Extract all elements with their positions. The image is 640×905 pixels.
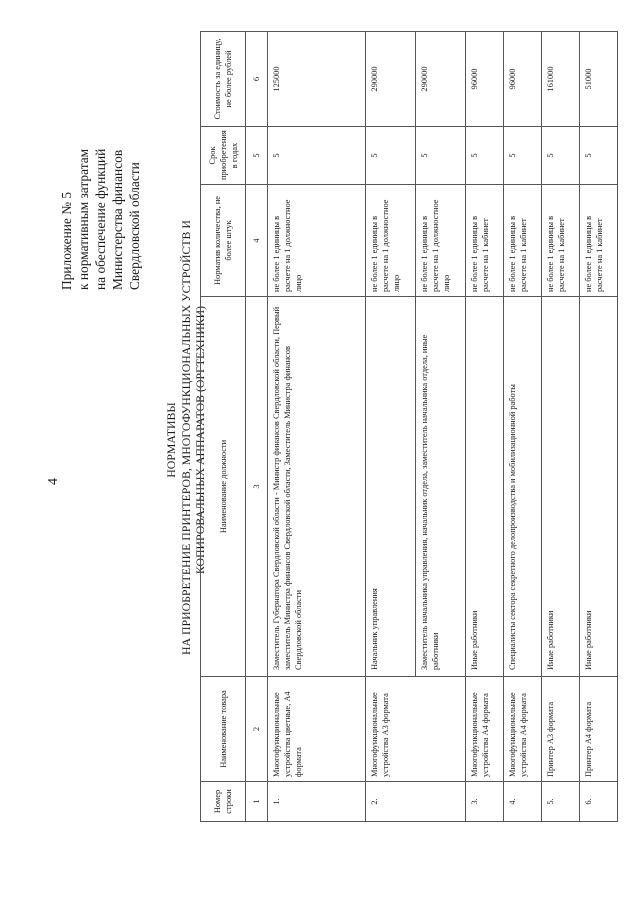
appendix-line: к нормативным затратам (76, 148, 91, 290)
item-name: Принтер А4 формата (580, 677, 618, 782)
appendix-line: Министерства финансов (110, 149, 125, 290)
quantity-norm: не более 1 единицы в расчете на 1 кабинет (504, 185, 542, 297)
unit-cost: 290000 (416, 32, 466, 127)
column-index: 1 (246, 782, 268, 822)
purchase-term: 5 (542, 127, 580, 185)
row-number: 6. (580, 782, 618, 822)
purchase-term: 5 (268, 127, 366, 185)
quantity-norm: не более 1 единицы в расчете на 1 кабинет (466, 185, 504, 297)
table-row (268, 32, 366, 822)
unit-cost: 96000 (466, 32, 504, 127)
header-quantity: Норматив количества, не более штук (201, 185, 246, 297)
item-name: Принтер А3 формата (542, 677, 580, 782)
title-line: КОПИРОВАЛЬНЫХ АППАРАТОВ (ОРГТЕХНИКИ) (193, 305, 207, 575)
table-row (504, 32, 542, 822)
appendix-line: на обеспечение функций (93, 148, 108, 290)
quantity-norm: не более 1 единицы в расчете на 1 кабинет (542, 185, 580, 297)
title-line: НОРМАТИВЫ (164, 402, 178, 478)
position-name: Иные работники (542, 297, 580, 677)
header-row-number: Номер строки (201, 782, 246, 822)
row-number: 2. (366, 782, 466, 822)
row-number: 4. (504, 782, 542, 822)
unit-cost: 161000 (542, 32, 580, 127)
header-years: Срок приобретения в годах (201, 127, 246, 185)
table-row (542, 32, 580, 822)
quantity-norm: не более 1 единицы в расчете на 1 кабинет (580, 185, 618, 297)
purchase-term: 5 (504, 127, 542, 185)
unit-cost: 51000 (580, 32, 618, 127)
position-name: Заместитель Губернатора Свердловской области - Министр финансов Свердловской области, Первый заместитель Министра финансов Свердловской области, Заместитель Министра финансов Свердловской области (268, 297, 366, 677)
column-index: 4 (246, 185, 268, 297)
page-number: 4 (46, 478, 61, 485)
column-index: 2 (246, 677, 268, 782)
row-number: 3. (466, 782, 504, 822)
purchase-term: 5 (416, 127, 466, 185)
column-index-row (246, 32, 268, 822)
unit-cost: 125000 (268, 32, 366, 127)
position-name: Начальник управления (366, 297, 416, 677)
quantity-norm: не более 1 единицы в расчете на 1 должностное лицо (366, 185, 416, 297)
table-header-row (201, 32, 246, 822)
row-number: 5. (542, 782, 580, 822)
position-name: Заместитель начальника управления, начальник отдела, заместитель начальника отдела, иные работники (416, 297, 466, 677)
appendix-line: Приложение № 5 (59, 191, 74, 290)
column-index: 3 (246, 297, 268, 677)
purchase-term: 5 (366, 127, 416, 185)
item-name: Многофункциональные устройства А4 формата (466, 677, 504, 782)
quantity-norm: не более 1 единицы в расчете на 1 должностное лицо (416, 185, 466, 297)
position-name: Специалисты сектора секретного делопроизводства и мобилизационной работы (504, 297, 542, 677)
table-row (466, 32, 504, 822)
column-index: 5 (246, 127, 268, 185)
appendix-line: Свердловской области (127, 162, 142, 290)
appendix-note (58, 149, 143, 290)
table-row (580, 32, 618, 822)
position-name: Иные работники (466, 297, 504, 677)
quantity-norm: не более 1 единицы в расчете на 1 должностное лицо (268, 185, 366, 297)
table-row (366, 32, 416, 822)
position-name: Иные работники (580, 297, 618, 677)
header-position-name: Наименование должности (201, 297, 246, 677)
header-item-name: Наименование товара (201, 677, 246, 782)
row-number: 1. (268, 782, 366, 822)
item-name: Многофункциональные устройства А3 формата (366, 677, 466, 782)
header-cost: Стоимость за единицу, не более рублей (201, 32, 246, 127)
unit-cost: 96000 (504, 32, 542, 127)
purchase-term: 5 (580, 127, 618, 185)
column-index: 6 (246, 32, 268, 127)
unit-cost: 290000 (366, 32, 416, 127)
item-name: Многофункциональные устройства цветные, А4 формата (268, 677, 366, 782)
title-line: НА ПРИОБРЕТЕНИЕ ПРИНТЕРОВ, МНОГОФУНКЦИОНАЛЬНЫХ УСТРОЙСТВ И (178, 220, 193, 655)
purchase-term: 5 (466, 127, 504, 185)
norms-table (200, 31, 618, 822)
item-name: Многофункциональные устройства А4 формата (504, 677, 542, 782)
